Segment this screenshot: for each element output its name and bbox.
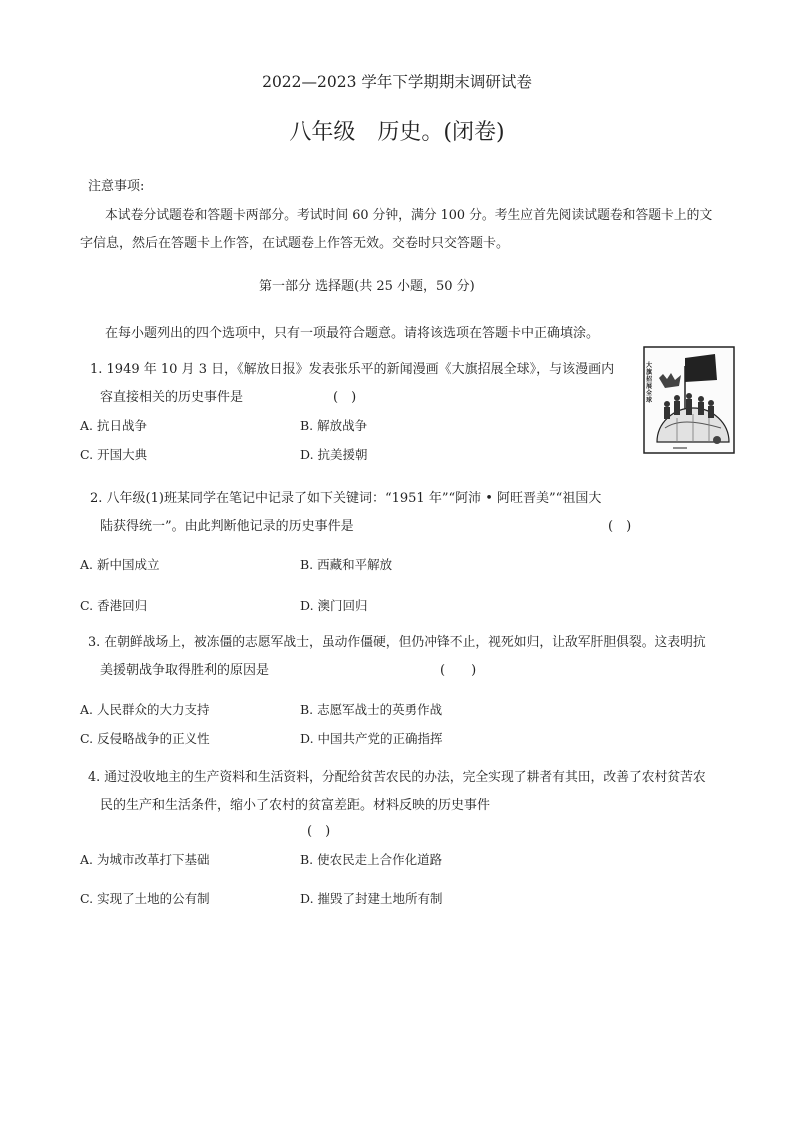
question-4-option-a: A. 为城市改革打下基础: [80, 852, 210, 867]
notice-line-2: 字信息，然后在答题卡上作答，在试题卷上作答无效。交卷时只交答题卡。: [80, 236, 510, 251]
question-3-option-c: C. 反侵略战争的正义性: [80, 731, 210, 746]
question-2-option-c: C. 香港回归: [80, 598, 148, 613]
question-4-line-2: 民的生产和生活条件，缩小了农村的贫富差距。材料反映的历史事件: [100, 798, 491, 813]
newspaper-cartoon-image: [643, 346, 735, 454]
exam-title: 2022—2023 学年下学期期末调研试卷: [262, 73, 532, 91]
question-4-option-d: D. 摧毁了封建土地所有制: [300, 891, 443, 906]
question-4-option-b: B. 使农民走上合作化道路: [300, 852, 443, 867]
question-1-line-1: 1. 1949 年 10 月 3 日，《解放日报》发表张乐平的新闻漫画《大旗招展全球》，与该漫画内: [90, 362, 615, 377]
notice-line-1: 本试卷分试题卷和答题卡两部分。考试时间 60 分钟，满分 100 分。考生应首先阅读试题卷和答题卡上的文: [105, 208, 713, 223]
question-2-option-a: A. 新中国成立: [80, 557, 160, 572]
question-1-line-2: 容直接相关的历史事件是: [100, 390, 244, 405]
notice-heading: 注意事项:: [88, 179, 145, 194]
question-3-line-1: 3. 在朝鲜战场上，被冻僵的志愿军战士，虽动作僵硬，但仍冲锋不止，视死如归，让敌军肝胆俱裂。这表明抗: [88, 635, 706, 650]
question-4-option-c: C. 实现了土地的公有制: [80, 891, 210, 906]
section-instruction: 在每小题列出的四个选项中，只有一项最符合题意。请将该选项在答题卡中正确填涂。: [105, 326, 600, 341]
question-1-option-c: C. 开国大典: [80, 447, 148, 462]
question-2-bracket: ( ): [608, 519, 632, 534]
question-3-line-2: 美援朝战争取得胜利的原因是: [100, 663, 270, 678]
question-1-option-d: D. 抗美援朝: [300, 447, 368, 462]
question-3-option-d: D. 中国共产党的正确指挥: [300, 731, 443, 746]
question-2-option-b: B. 西藏和平解放: [300, 557, 393, 572]
section-title: 第一部分 选择题(共 25 小题，50 分): [259, 279, 475, 294]
question-3-option-b: B. 志愿军战士的英勇作战: [300, 702, 443, 717]
question-2-option-d: D. 澳门回归: [300, 598, 368, 613]
question-2-line-2: 陆获得统一”。由此判断他记录的历史事件是: [100, 519, 354, 534]
question-1-bracket: ( ): [333, 390, 357, 405]
exam-subtitle: 八年级 历史。(闭卷): [289, 120, 505, 145]
question-4-line-1: 4. 通过没收地主的生产资料和生活资料，分配给贫苦农民的办法，完全实现了耕者有其田，改善了农村贫苦农: [88, 770, 706, 785]
cartoon-caption: 大旗招展全球: [646, 362, 653, 404]
question-4-bracket: ( ): [307, 824, 331, 839]
question-1-option-b: B. 解放战争: [300, 418, 368, 433]
question-2-line-1: 2. 八年级(1)班某同学在笔记中记录了如下关键词：“1951 年”“阿沛 • 阿旺晋美”“祖国大: [90, 491, 602, 506]
question-1-option-a: A. 抗日战争: [80, 418, 147, 433]
question-3-bracket: ( ): [440, 663, 477, 678]
question-3-option-a: A. 人民群众的大力支持: [80, 702, 210, 717]
